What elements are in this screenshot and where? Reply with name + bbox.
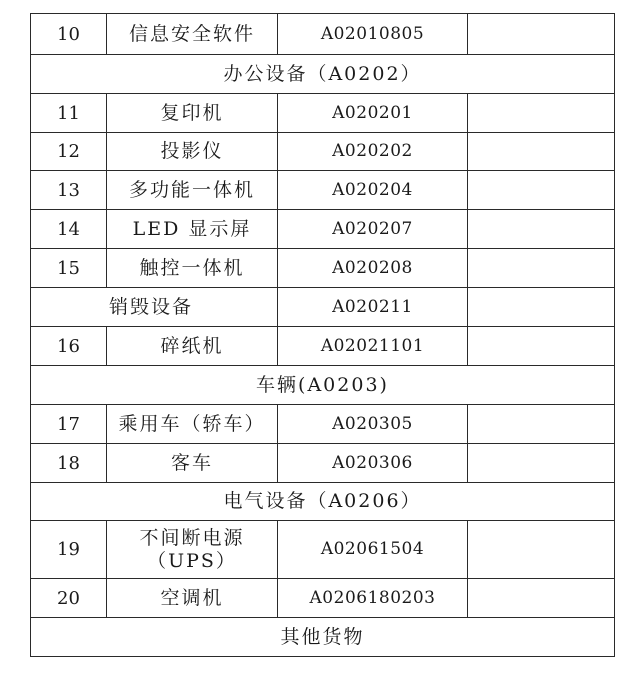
section-heading: 车辆(A0203) (31, 366, 615, 405)
section-heading: 办公设备（A0202） (31, 55, 615, 94)
row-number: 13 (31, 171, 107, 210)
item-name-line: 不间断电源 (139, 526, 245, 549)
empty-cell (468, 579, 615, 618)
empty-cell (468, 133, 615, 171)
table-row (31, 405, 615, 444)
empty-cell (468, 405, 615, 444)
empty-cell (468, 94, 615, 133)
item-name: 空调机 (107, 579, 278, 618)
table-row (31, 171, 615, 210)
item-name: 客车 (107, 444, 278, 483)
empty-cell (468, 444, 615, 483)
table-row (31, 133, 615, 171)
subcategory-code: A020211 (278, 288, 468, 327)
empty-cell (468, 327, 615, 366)
section-row (31, 483, 615, 521)
item-code: A020201 (278, 94, 468, 133)
row-number: 18 (31, 444, 107, 483)
subcategory-name: 销毁设备 (31, 288, 278, 327)
item-code: A020204 (278, 171, 468, 210)
table-row (31, 444, 615, 483)
row-number: 15 (31, 249, 107, 288)
item-name: 复印机 (107, 94, 278, 133)
item-code: A020306 (278, 444, 468, 483)
row-number: 12 (31, 133, 107, 171)
table-row (31, 210, 615, 249)
item-code: A02021101 (278, 327, 468, 366)
empty-cell (468, 210, 615, 249)
item-code: A02010805 (278, 14, 468, 55)
empty-cell (468, 521, 615, 579)
section-row (31, 55, 615, 94)
empty-cell (468, 14, 615, 55)
item-code: A02061504 (278, 521, 468, 579)
table-row (31, 14, 615, 55)
item-name: 触控一体机 (107, 249, 278, 288)
empty-cell (468, 288, 615, 327)
empty-cell (468, 171, 615, 210)
item-name: 多功能一体机 (107, 171, 278, 210)
item-name (107, 521, 278, 579)
item-code: A020207 (278, 210, 468, 249)
row-number: 11 (31, 94, 107, 133)
item-code: A0206180203 (278, 579, 468, 618)
item-name: 乘用车（轿车） (107, 405, 278, 444)
item-code: A020202 (278, 133, 468, 171)
item-name: LED 显示屏 (107, 210, 278, 249)
row-number: 20 (31, 579, 107, 618)
procurement-catalog-table (30, 13, 615, 657)
item-code: A020305 (278, 405, 468, 444)
row-number: 17 (31, 405, 107, 444)
table-row (31, 94, 615, 133)
table-row (31, 579, 615, 618)
row-number: 16 (31, 327, 107, 366)
item-name: 信息安全软件 (107, 14, 278, 55)
row-number: 14 (31, 210, 107, 249)
item-code: A020208 (278, 249, 468, 288)
subcategory-row (31, 288, 615, 327)
section-row (31, 618, 615, 657)
item-name-line: （UPS） (147, 549, 237, 572)
section-heading: 其他货物 (31, 618, 615, 657)
empty-cell (468, 249, 615, 288)
table-row (31, 521, 615, 579)
table-row (31, 327, 615, 366)
row-number: 19 (31, 521, 107, 579)
item-name: 投影仪 (107, 133, 278, 171)
section-row (31, 366, 615, 405)
row-number: 10 (31, 14, 107, 55)
section-heading: 电气设备（A0206） (31, 483, 615, 521)
table-row (31, 249, 615, 288)
item-name: 碎纸机 (107, 327, 278, 366)
